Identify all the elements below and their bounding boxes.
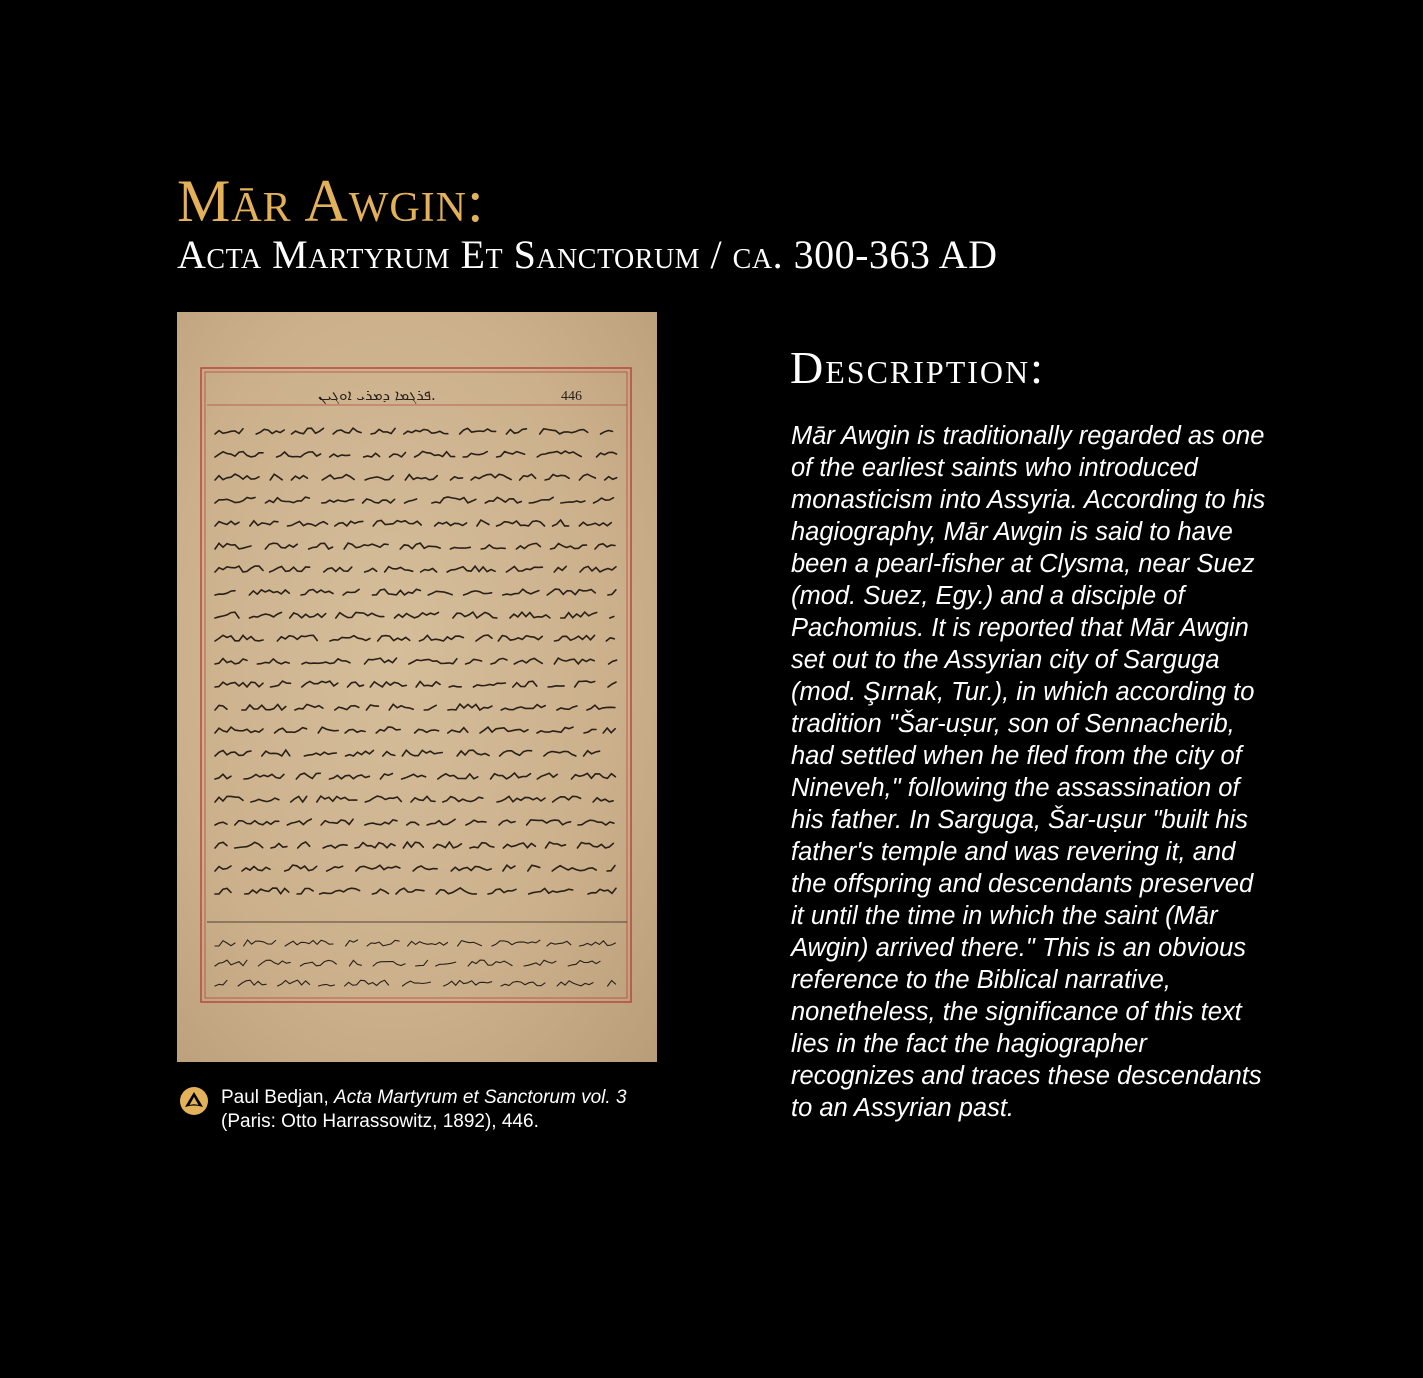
syriac-text-line (215, 980, 616, 986)
page-border-inner (205, 372, 627, 998)
syriac-text-line (215, 865, 615, 871)
syriac-text-line (215, 940, 615, 946)
syriac-text-line (215, 635, 614, 641)
syriac-text-line (215, 773, 615, 779)
caption-author: Paul Bedjan, (221, 1087, 329, 1108)
syriac-text-line (215, 497, 614, 503)
syriac-text-line (215, 658, 617, 664)
syriac-text-line (215, 520, 611, 526)
syriac-text-line (215, 960, 600, 966)
assyrian-triangle-icon (179, 1086, 209, 1116)
description-body: Mār Awgin is traditionally regarded as one of the earliest saints who introduced monasticism into Assyria. According to his hagiography, Mār Awgin is said to have been a pearl-fisher at Clysma, near Suez (mod. Suez, Egy.) and a disciple of Pachomius. It is reported that Mār Awgin set out to the Assyrian city of Sarguga (mod. Şırnak, Tur.), in which according to tradition "Šar-uṣur, son of Sennacherib, had settled when he fled from the city of Nineveh," following the assassination of his father. In Sarguga, Šar-uṣur "built his father's temple and was revering it, and the offspring and descendants preserved it until the time in which the saint (Mār Awgin) arrived there." This is an obvious reference to the Biblical narrative, nonetheless, the significance of this text lies in the fact the hagiographer recognizes and traces these descendants to an Assyrian past. (791, 422, 1266, 1122)
syriac-text-line (215, 543, 615, 549)
syriac-text-line (215, 589, 616, 595)
syriac-text-line (215, 704, 615, 710)
page-border-outer (201, 368, 631, 1002)
syriac-text-line (215, 428, 613, 434)
syriac-text-line (215, 888, 616, 894)
syriac-text-line (215, 819, 614, 825)
syriac-footnotes (215, 940, 616, 986)
caption-work-title: Acta Martyrum et Sanctorum vol. 3 (334, 1087, 627, 1108)
description-heading: Description: (790, 342, 1045, 393)
page-subtitle: Acta Martyrum Et Sanctorum / ca. 300-363 AD (177, 232, 998, 277)
syriac-text-line (215, 750, 600, 756)
syriac-text-line (215, 451, 617, 457)
syriac-text-line (215, 612, 614, 618)
syriac-text-line (215, 842, 613, 848)
syriac-text-line (215, 681, 616, 687)
scan-page-number: 446 (561, 389, 582, 404)
syriac-text-line (215, 566, 616, 572)
page-title: Mār Awgin: (177, 168, 485, 234)
syriac-text-body (215, 428, 617, 894)
caption-publication: (Paris: Otto Harrassowitz, 1892), 446. (221, 1111, 539, 1132)
syriac-text-line (215, 796, 613, 802)
scan-running-head: ܦܪܓܡܐ ܕܡܪܝ ܐܘܓܝܢ. (318, 386, 436, 404)
syriac-text-line (215, 727, 615, 733)
syriac-text-line (215, 474, 617, 480)
manuscript-page-image (177, 312, 657, 1062)
